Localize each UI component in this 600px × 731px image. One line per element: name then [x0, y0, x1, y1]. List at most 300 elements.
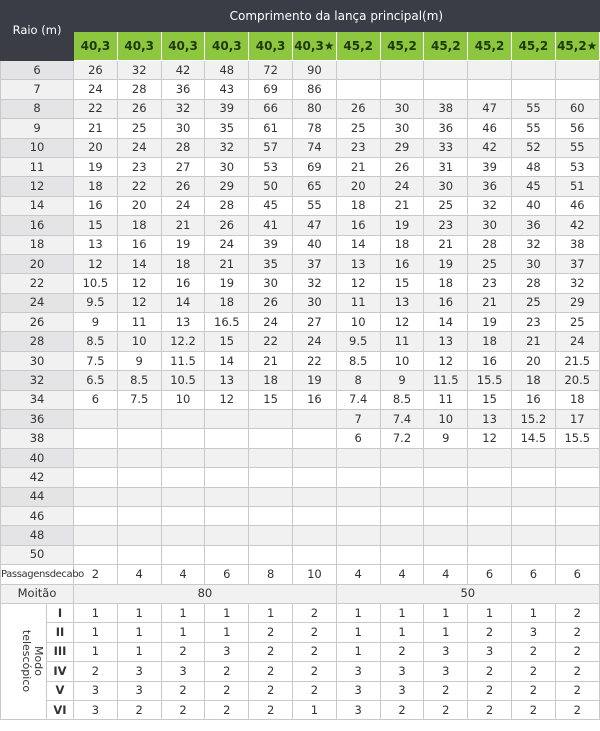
load-value-cell — [336, 448, 380, 467]
load-value-cell: 9 — [74, 313, 118, 332]
load-value-cell: 30 — [380, 119, 424, 138]
load-value-cell: 13 — [336, 254, 380, 273]
load-value-cell — [468, 61, 512, 80]
load-value-cell: 42 — [555, 216, 599, 235]
load-value-cell: 14 — [161, 293, 205, 312]
passages-value-cell: 4 — [336, 565, 380, 584]
load-value-cell — [424, 526, 468, 545]
counterweight-row — [1, 584, 600, 603]
telescopic-mode-row — [1, 603, 600, 622]
load-value-cell: 18 — [117, 216, 161, 235]
boom-length-title: Comprimento da lança principal(m) — [74, 1, 600, 32]
boom-length-cell: 45,2 — [511, 32, 555, 61]
load-value-cell: 90 — [293, 61, 337, 80]
load-value-cell: 21 — [161, 216, 205, 235]
table-row — [1, 157, 600, 176]
load-value-cell: 20.5 — [555, 371, 599, 390]
load-value-cell — [249, 526, 293, 545]
load-value-cell: 27 — [293, 313, 337, 332]
load-value-cell: 45 — [511, 177, 555, 196]
telescopic-value-cell: 3 — [74, 681, 118, 700]
load-value-cell: 13 — [424, 332, 468, 351]
load-value-cell: 48 — [511, 157, 555, 176]
radius-cell: 28 — [1, 332, 74, 351]
load-value-cell: 10 — [380, 351, 424, 370]
load-value-cell: 9 — [424, 429, 468, 448]
load-value-cell — [205, 410, 249, 429]
load-value-cell: 39 — [249, 235, 293, 254]
load-value-cell: 39 — [468, 157, 512, 176]
load-value-cell: 7.5 — [74, 351, 118, 370]
load-value-cell: 20 — [511, 351, 555, 370]
telescopic-value-cell: 2 — [293, 603, 337, 622]
load-value-cell: 10 — [117, 332, 161, 351]
radius-cell: 50 — [1, 545, 74, 564]
telescopic-value-cell: 2 — [74, 662, 118, 681]
load-value-cell: 30 — [468, 216, 512, 235]
load-value-cell: 24 — [555, 332, 599, 351]
load-value-cell — [336, 487, 380, 506]
load-value-cell: 22 — [117, 177, 161, 196]
load-value-cell: 18 — [511, 371, 555, 390]
load-value-cell — [511, 545, 555, 564]
load-value-cell: 16 — [161, 274, 205, 293]
load-value-cell: 25 — [336, 119, 380, 138]
telescopic-value-cell: 2 — [468, 623, 512, 642]
load-value-cell: 18 — [74, 177, 118, 196]
load-value-cell: 19 — [293, 371, 337, 390]
table-header — [1, 1, 600, 61]
telescopic-mode-id: I — [47, 603, 74, 622]
telescopic-mode-row — [1, 623, 600, 642]
telescopic-value-cell: 2 — [511, 681, 555, 700]
load-value-cell — [511, 61, 555, 80]
load-value-cell — [249, 545, 293, 564]
load-value-cell: 33 — [424, 138, 468, 157]
load-value-cell: 15 — [380, 274, 424, 293]
load-value-cell: 25 — [117, 119, 161, 138]
telescopic-value-cell: 2 — [380, 642, 424, 661]
load-value-cell — [511, 487, 555, 506]
passages-value-cell: 6 — [511, 565, 555, 584]
load-value-cell: 17 — [555, 410, 599, 429]
telescopic-value-cell: 2 — [424, 681, 468, 700]
load-value-cell — [205, 487, 249, 506]
load-value-cell — [424, 468, 468, 487]
table-row — [1, 274, 600, 293]
load-value-cell — [117, 487, 161, 506]
telescopic-value-cell: 2 — [293, 662, 337, 681]
telescopic-value-cell: 1 — [161, 623, 205, 642]
load-value-cell: 72 — [249, 61, 293, 80]
telescopic-value-cell: 3 — [336, 681, 380, 700]
boom-length-cell: 45,2 — [468, 32, 512, 61]
table-row — [1, 410, 600, 429]
config-body — [1, 565, 600, 720]
load-value-cell: 32 — [161, 99, 205, 118]
passages-label: Passagensdecabo — [1, 565, 74, 584]
load-value-cell — [117, 468, 161, 487]
passages-value-cell: 6 — [205, 565, 249, 584]
telescopic-value-cell: 1 — [336, 603, 380, 622]
telescopic-value-cell: 2 — [249, 662, 293, 681]
table-row — [1, 313, 600, 332]
table-row — [1, 351, 600, 370]
telescopic-value-cell: 3 — [117, 662, 161, 681]
load-value-cell: 37 — [293, 254, 337, 273]
load-value-cell: 30 — [249, 274, 293, 293]
load-value-cell: 40 — [511, 196, 555, 215]
load-value-cell — [511, 468, 555, 487]
load-value-cell: 12 — [205, 390, 249, 409]
load-value-cell: 27 — [161, 157, 205, 176]
load-value-cell: 30 — [424, 177, 468, 196]
telescopic-value-cell: 1 — [205, 603, 249, 622]
load-value-cell: 30 — [511, 254, 555, 273]
telescopic-mode-row — [1, 662, 600, 681]
load-value-cell — [555, 468, 599, 487]
table-row — [1, 196, 600, 215]
load-value-cell: 8.5 — [117, 371, 161, 390]
table-row — [1, 506, 600, 525]
load-value-cell: 16 — [336, 216, 380, 235]
load-value-cell: 23 — [468, 274, 512, 293]
load-value-cell: 60 — [555, 99, 599, 118]
load-value-cell: 43 — [205, 80, 249, 99]
load-value-cell: 37 — [555, 254, 599, 273]
telescopic-value-cell: 3 — [380, 681, 424, 700]
load-value-cell: 16 — [74, 196, 118, 215]
telescopic-value-cell: 2 — [161, 681, 205, 700]
load-value-cell: 21 — [468, 293, 512, 312]
load-value-cell: 55 — [511, 119, 555, 138]
telescopic-value-cell: 1 — [380, 603, 424, 622]
load-value-cell — [205, 506, 249, 525]
load-value-cell — [161, 545, 205, 564]
radius-cell: 38 — [1, 429, 74, 448]
load-value-cell: 38 — [424, 99, 468, 118]
radius-cell: 14 — [1, 196, 74, 215]
load-value-cell — [161, 506, 205, 525]
load-value-cell: 47 — [468, 99, 512, 118]
load-value-cell: 11 — [117, 313, 161, 332]
load-value-cell: 53 — [555, 157, 599, 176]
load-value-cell: 41 — [249, 216, 293, 235]
table-row — [1, 487, 600, 506]
telescopic-value-cell: 3 — [380, 662, 424, 681]
load-value-cell: 74 — [293, 138, 337, 157]
load-value-cell — [205, 526, 249, 545]
load-value-cell — [74, 410, 118, 429]
load-value-cell — [249, 448, 293, 467]
load-value-cell: 30 — [380, 99, 424, 118]
load-value-cell: 7.5 — [117, 390, 161, 409]
load-value-cell: 78 — [293, 119, 337, 138]
load-value-cell: 45 — [249, 196, 293, 215]
load-value-cell: 11.5 — [424, 371, 468, 390]
load-value-cell: 21 — [511, 332, 555, 351]
load-value-cell: 55 — [293, 196, 337, 215]
load-value-cell: 10.5 — [161, 371, 205, 390]
load-value-cell: 10 — [336, 313, 380, 332]
load-value-cell: 26 — [161, 177, 205, 196]
load-value-cell — [249, 429, 293, 448]
load-value-cell: 53 — [249, 157, 293, 176]
radius-cell: 8 — [1, 99, 74, 118]
telescopic-value-cell: 2 — [249, 623, 293, 642]
load-value-cell: 10 — [161, 390, 205, 409]
load-value-cell: 18 — [424, 274, 468, 293]
telescopic-value-cell: 2 — [249, 681, 293, 700]
load-value-cell: 12.2 — [161, 332, 205, 351]
load-value-cell — [468, 468, 512, 487]
radius-cell: 6 — [1, 61, 74, 80]
load-value-cell — [117, 506, 161, 525]
telescopic-value-cell: 3 — [336, 700, 380, 719]
load-value-cell — [161, 410, 205, 429]
load-value-cell: 15 — [74, 216, 118, 235]
load-value-cell: 12 — [117, 293, 161, 312]
telescopic-value-cell: 2 — [293, 642, 337, 661]
load-value-cell — [555, 80, 599, 99]
radius-cell: 16 — [1, 216, 74, 235]
load-value-cell — [380, 506, 424, 525]
load-value-cell — [555, 61, 599, 80]
load-value-cell: 16 — [511, 390, 555, 409]
telescopic-value-cell: 2 — [117, 700, 161, 719]
passages-value-cell: 2 — [74, 565, 118, 584]
load-value-cell — [336, 545, 380, 564]
load-value-cell: 11 — [380, 332, 424, 351]
load-value-cell: 28 — [511, 274, 555, 293]
load-value-cell: 30 — [161, 119, 205, 138]
load-value-cell: 11 — [424, 390, 468, 409]
telescopic-value-cell: 1 — [249, 603, 293, 622]
boom-length-cell: 45,2 — [424, 32, 468, 61]
boom-length-cell: 40,3 — [205, 32, 249, 61]
load-value-cell: 11.5 — [161, 351, 205, 370]
load-value-cell — [205, 429, 249, 448]
load-value-cell: 29 — [555, 293, 599, 312]
load-value-cell — [249, 506, 293, 525]
telescopic-value-cell: 2 — [468, 700, 512, 719]
load-value-cell: 32 — [117, 61, 161, 80]
load-value-cell: 18 — [336, 196, 380, 215]
passages-value-cell: 4 — [424, 565, 468, 584]
boom-length-cell: 40,3 — [117, 32, 161, 61]
load-value-cell — [161, 487, 205, 506]
load-value-cell — [205, 545, 249, 564]
table-row — [1, 216, 600, 235]
load-value-cell: 9.5 — [74, 293, 118, 312]
telescopic-value-cell: 1 — [424, 603, 468, 622]
telescopic-value-cell: 1 — [74, 642, 118, 661]
telescopic-value-cell: 1 — [336, 623, 380, 642]
counterweight-value-45: 50 — [336, 584, 599, 603]
load-value-cell — [293, 487, 337, 506]
telescopic-value-cell: 1 — [424, 623, 468, 642]
radius-cell: 9 — [1, 119, 74, 138]
telescopic-mode-row — [1, 700, 600, 719]
load-value-cell — [468, 448, 512, 467]
load-value-cell: 8.5 — [336, 351, 380, 370]
telescopic-value-cell: 2 — [511, 662, 555, 681]
telescopic-value-cell: 2 — [161, 700, 205, 719]
load-value-cell: 9 — [380, 371, 424, 390]
load-value-cell: 36 — [511, 216, 555, 235]
load-value-cell: 22 — [249, 332, 293, 351]
load-value-cell: 69 — [249, 80, 293, 99]
boom-length-cell: 40,3 — [161, 32, 205, 61]
telescopic-value-cell: 1 — [117, 623, 161, 642]
telescopic-value-cell: 1 — [468, 603, 512, 622]
load-value-cell — [424, 80, 468, 99]
load-value-cell: 12 — [74, 254, 118, 273]
table-row — [1, 61, 600, 80]
load-value-cell: 6 — [336, 429, 380, 448]
telescopic-mode-label-cell — [1, 603, 47, 719]
load-value-cell — [424, 506, 468, 525]
load-value-cell — [117, 448, 161, 467]
telescopic-value-cell: 2 — [555, 662, 599, 681]
load-value-cell — [161, 526, 205, 545]
telescopic-value-cell: 1 — [511, 603, 555, 622]
header-row-title — [1, 1, 600, 32]
load-value-cell: 12 — [336, 274, 380, 293]
table-row — [1, 254, 600, 273]
telescopic-value-cell: 2 — [555, 623, 599, 642]
table-row — [1, 526, 600, 545]
load-value-cell: 19 — [468, 313, 512, 332]
load-value-cell: 42 — [161, 61, 205, 80]
table-row — [1, 390, 600, 409]
load-value-cell: 39 — [205, 99, 249, 118]
load-value-cell — [424, 487, 468, 506]
load-value-cell: 13 — [74, 235, 118, 254]
load-value-cell — [161, 429, 205, 448]
load-value-cell: 14 — [117, 254, 161, 273]
load-value-cell: 18 — [380, 235, 424, 254]
boom-length-cell: 45,2 — [380, 32, 424, 61]
load-value-cell — [74, 448, 118, 467]
load-value-cell — [336, 468, 380, 487]
load-value-cell: 25 — [468, 254, 512, 273]
radius-cell: 40 — [1, 448, 74, 467]
load-value-cell — [468, 545, 512, 564]
telescopic-value-cell: 1 — [74, 603, 118, 622]
load-value-cell — [117, 526, 161, 545]
load-value-cell: 16 — [380, 254, 424, 273]
load-value-cell: 69 — [293, 157, 337, 176]
load-value-cell — [380, 545, 424, 564]
load-value-cell: 16.5 — [205, 313, 249, 332]
telescopic-mode-id: VI — [47, 700, 74, 719]
load-value-cell — [249, 410, 293, 429]
telescopic-value-cell: 1 — [205, 623, 249, 642]
load-value-cell — [511, 506, 555, 525]
load-value-cell: 46 — [555, 196, 599, 215]
load-value-cell: 15.5 — [468, 371, 512, 390]
load-value-cell: 25 — [555, 313, 599, 332]
load-value-cell: 42 — [468, 138, 512, 157]
radius-cell: 30 — [1, 351, 74, 370]
load-value-cell: 24 — [161, 196, 205, 215]
load-value-cell: 13 — [468, 410, 512, 429]
load-value-cell — [74, 545, 118, 564]
load-value-cell: 19 — [424, 254, 468, 273]
load-value-cell: 24 — [74, 80, 118, 99]
load-value-cell: 14 — [424, 313, 468, 332]
load-value-cell: 18 — [205, 293, 249, 312]
radius-cell: 46 — [1, 506, 74, 525]
telescopic-value-cell: 1 — [74, 623, 118, 642]
load-value-cell — [380, 448, 424, 467]
radius-cell: 32 — [1, 371, 74, 390]
table-row — [1, 448, 600, 467]
load-value-cell — [205, 448, 249, 467]
telescopic-mode-row — [1, 642, 600, 661]
load-value-cell — [336, 526, 380, 545]
load-value-cell: 26 — [74, 61, 118, 80]
telescopic-value-cell: 1 — [161, 603, 205, 622]
load-value-cell: 16 — [424, 293, 468, 312]
load-value-cell: 7 — [336, 410, 380, 429]
load-value-cell — [117, 410, 161, 429]
load-value-cell: 46 — [468, 119, 512, 138]
load-value-cell: 23 — [511, 313, 555, 332]
load-value-cell: 19 — [380, 216, 424, 235]
table-row — [1, 332, 600, 351]
telescopic-value-cell: 2 — [293, 623, 337, 642]
load-value-cell: 56 — [555, 119, 599, 138]
boom-length-cell: 45,2★ — [555, 32, 599, 61]
load-value-cell: 24 — [117, 138, 161, 157]
load-value-cell: 15.2 — [511, 410, 555, 429]
load-value-cell: 22 — [293, 351, 337, 370]
load-value-cell: 7.4 — [336, 390, 380, 409]
load-value-cell — [424, 545, 468, 564]
load-value-cell — [117, 545, 161, 564]
load-value-cell: 23 — [336, 138, 380, 157]
telescopic-value-cell: 3 — [205, 642, 249, 661]
load-value-cell — [380, 61, 424, 80]
passages-row — [1, 565, 600, 584]
telescopic-value-cell: 3 — [424, 662, 468, 681]
telescopic-value-cell: 3 — [336, 662, 380, 681]
load-value-cell: 32 — [511, 235, 555, 254]
radius-cell: 18 — [1, 235, 74, 254]
load-value-cell: 18 — [468, 332, 512, 351]
passages-value-cell: 4 — [117, 565, 161, 584]
load-value-cell — [336, 506, 380, 525]
passages-value-cell: 4 — [380, 565, 424, 584]
load-value-cell: 13 — [380, 293, 424, 312]
load-value-cell: 36 — [161, 80, 205, 99]
load-value-cell — [424, 61, 468, 80]
load-value-cell: 30 — [205, 157, 249, 176]
load-value-cell: 48 — [205, 61, 249, 80]
load-value-cell: 8 — [336, 371, 380, 390]
table-row — [1, 545, 600, 564]
load-value-cell — [74, 429, 118, 448]
radius-cell: 12 — [1, 177, 74, 196]
telescopic-mode-id: II — [47, 623, 74, 642]
load-value-cell: 40 — [293, 235, 337, 254]
load-value-cell: 86 — [293, 80, 337, 99]
radius-cell: 24 — [1, 293, 74, 312]
load-value-cell: 36 — [424, 119, 468, 138]
load-value-cell: 14 — [336, 235, 380, 254]
